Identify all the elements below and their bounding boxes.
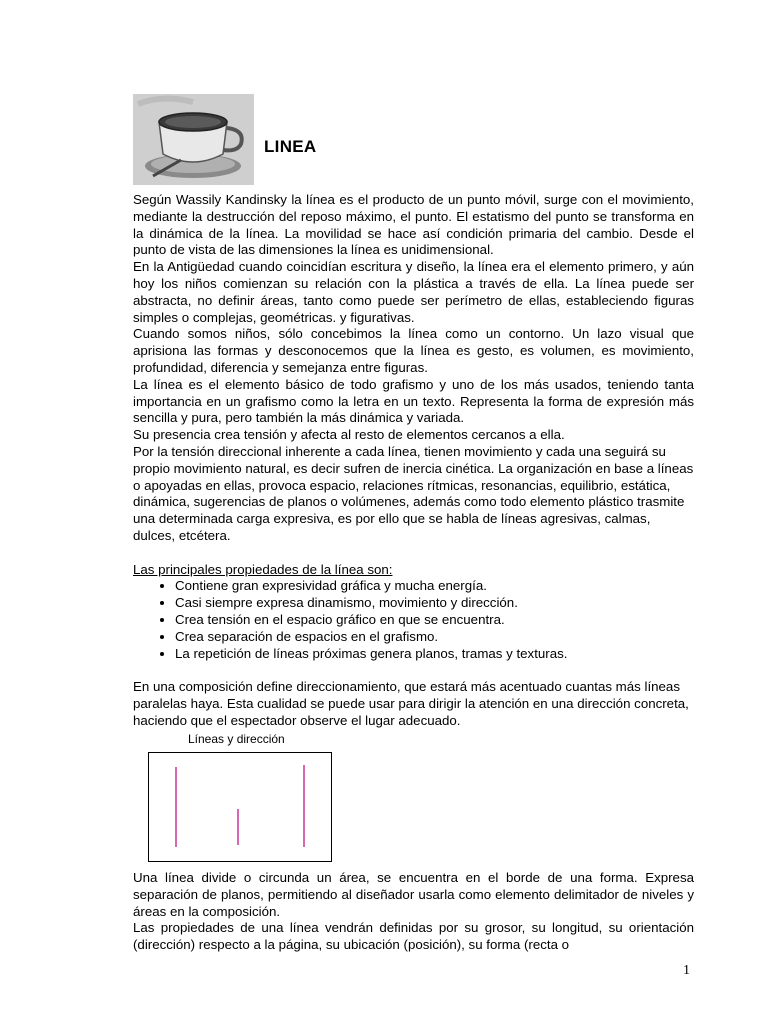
coffee-cup-illustration <box>133 94 254 185</box>
document-body-continued <box>133 870 694 954</box>
list-item: • Crea separación de espacios en el grafismo. <box>175 629 694 646</box>
lines-direction-figure <box>148 730 333 862</box>
paragraph-ninos: Cuando somos niños, sólo concebimos la línea como un contorno. Un lazo visual que aprisiona las formas y desconocemos que la línea es gesto, es volumen, es movimiento, profundidad, diferencia y semejanza entre figuras. <box>133 326 694 375</box>
page-title: LINEA <box>264 137 317 156</box>
paragraph-direccional: Por la tensión direccional inherente a cada línea, tienen movimiento y cada una seguirá su propio movimiento natural, es decir sufren de inercia cinética. La organización en base a líneas o apoyadas en ellas, provoca espacio, relaciones rítmicas, resonancias, equilibrio, estática, dinámica, sugerencias de planos o volúmenes, además como todo elemento plástico trasmite una determinada carga expresiva, es por ello que se habla de líneas agresivas, calmas, dulces, etcétera. <box>133 443 694 543</box>
paragraph-divide: Una línea divide o circunda un área, se encuentra en el borde de una forma. Expresa separación de planos, permitiendo al diseñador usarla como elemento delimitador de niveles y áreas en la composición. <box>133 870 694 919</box>
list-item: • La repetición de líneas próximas genera planos, tramas y texturas. <box>175 646 694 663</box>
document-body <box>133 192 694 730</box>
page-number: 1 <box>683 963 690 978</box>
paragraph-tension: Su presencia crea tensión y afecta al resto de elementos cercanos a ella. <box>133 427 565 443</box>
paragraph-composicion: En una composición define direccionamiento, que estará más acentuado cuantas más líneas paralelas haya. Esta cualidad se puede usar para dirigir la atención en una dirección concreta, haciendo que el espectador observe el lugar adecuado. <box>133 679 689 728</box>
paragraph-kandinsky: Según Wassily Kandinsky la línea es el producto de un punto móvil, surge con el movimiento, mediante la destrucción del reposo máximo, el punto. El estatismo del punto se transforma en la dinámica de la línea. La movilidad se hace así condición primaria del cambio. Desde el punto de vista de las dimensiones la línea es unidimensional. <box>133 192 694 258</box>
properties-list <box>133 578 694 662</box>
coffee-cup-icon <box>133 94 254 185</box>
paragraph-antiguedad: En la Antigüedad cuando coincidían escritura y diseño, la línea era el elemento primero, y aún hoy los niños comienzan su relación con la plástica a través de ella. La línea puede ser abstracta, no definir áreas, tanto como puede ser perímetro de ellas, estableciendo figuras simples o complejas, geométricas. y figurativas. <box>133 259 694 325</box>
paragraph-propiedades: Las propiedades de una línea vendrán definidas por su grosor, su longitud, su orientación (dirección) respecto a la página, su ubicación (posición), su forma (recta o <box>133 920 694 953</box>
list-item: • Contiene gran expresividad gráfica y mucha energía. <box>175 578 694 595</box>
list-item: • Casi siempre expresa dinamismo, movimiento y dirección. <box>175 595 694 612</box>
figure-title: Líneas y dirección <box>188 732 285 746</box>
figure-frame <box>148 752 332 862</box>
list-item: • Crea tensión en el espacio gráfico en que se encuentra. <box>175 612 694 629</box>
paragraph-grafismo: La línea es el elemento básico de todo grafismo y uno de los más usados, teniendo tanta importancia en un grafismo como la letra en un texto. Representa la forma de expresión más sencilla y pura, pero también la más dinámica y variada. <box>133 376 694 426</box>
figure-lines <box>149 753 331 861</box>
properties-heading: Las principales propiedades de la línea son: <box>133 561 393 577</box>
